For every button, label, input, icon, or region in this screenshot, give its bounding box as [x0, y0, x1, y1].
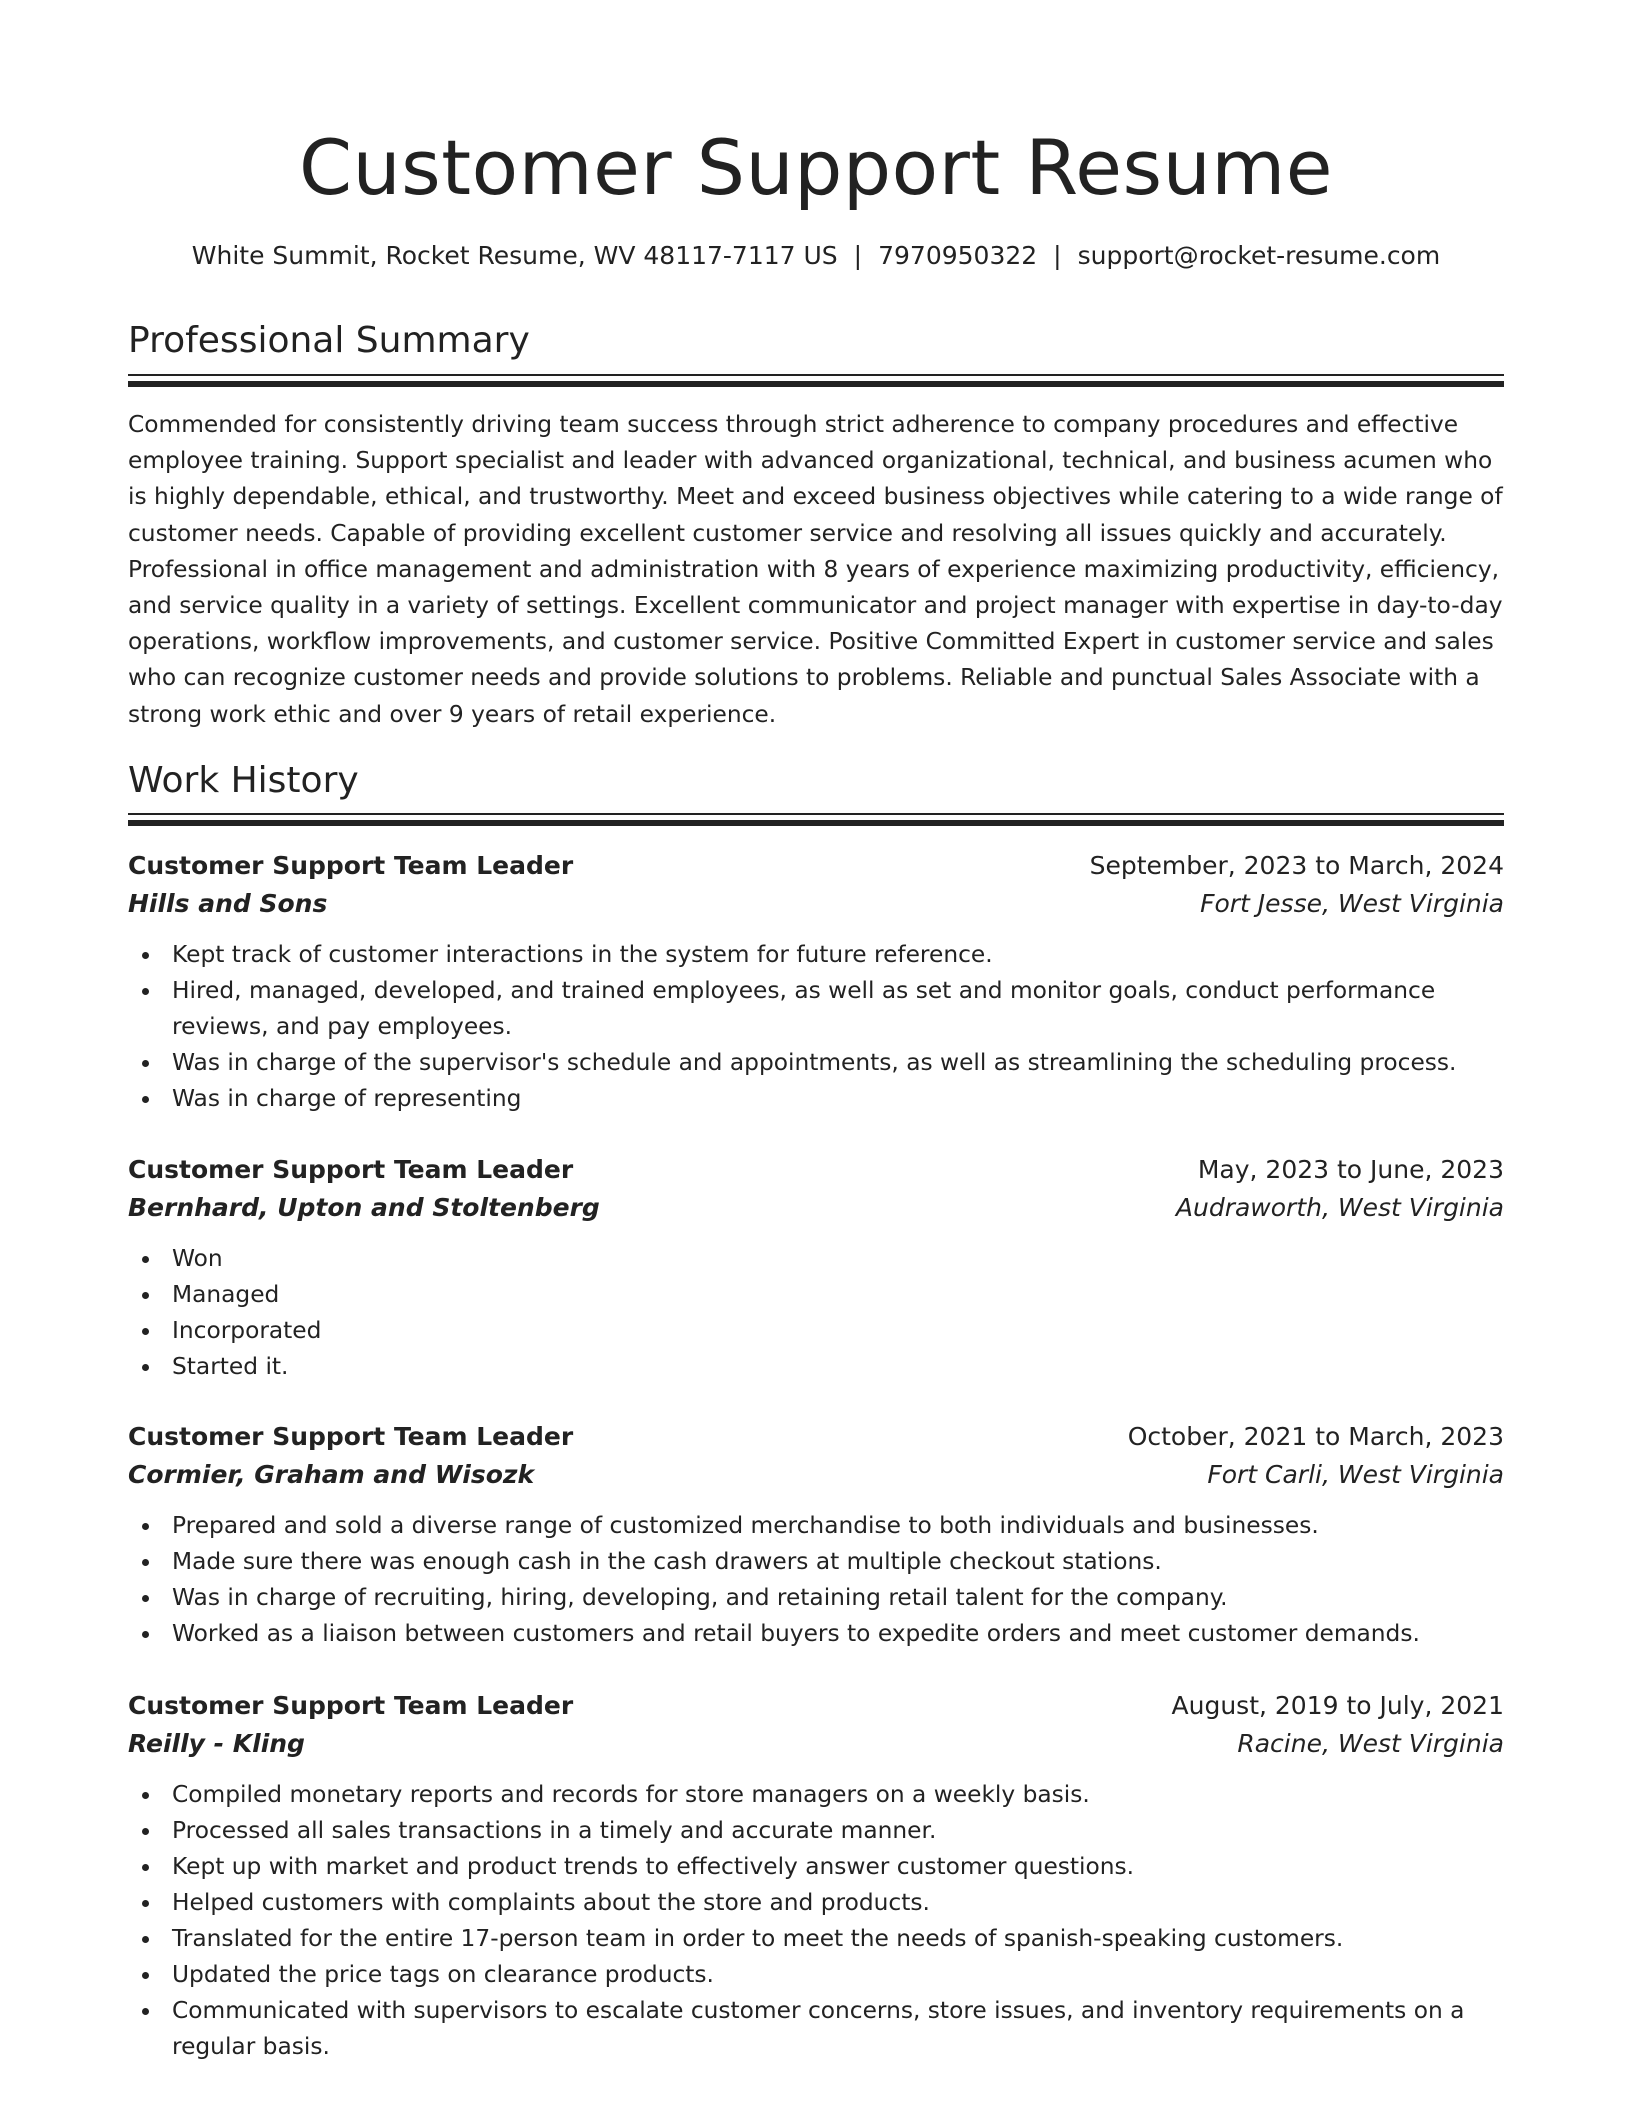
bullet-item: Kept track of customer interactions in the system for future reference. [128, 937, 1504, 973]
job-title: Customer Support Team Leader [128, 1691, 574, 1720]
bullet-item: Was in charge of the supervisor's schedule and appointments, as well as streamlining the scheduling process. [128, 1045, 1504, 1081]
job-subheader [128, 1456, 1504, 1494]
contact-separator: | [1053, 241, 1062, 270]
bullet-item: Translated for the entire 17-person team in order to meet the needs of spanish-speaking customers. [128, 1921, 1504, 1957]
job-bullets [128, 1241, 1504, 1385]
job-location: Audraworth, West Virginia [1175, 1193, 1504, 1222]
job-bullets [128, 1508, 1504, 1652]
bullet-item: Compiled monetary reports and records for store managers on a weekly basis. [128, 1777, 1504, 1813]
job-title: Customer Support Team Leader [128, 1422, 574, 1451]
job-location: Fort Carli, West Virginia [1207, 1460, 1504, 1489]
bullet-item: Prepared and sold a diverse range of customized merchandise to both individuals and businesses. [128, 1508, 1504, 1544]
contact-email: support@rocket-resume.com [1077, 241, 1441, 270]
job-dates: May, 2023 to June, 2023 [1197, 1155, 1504, 1184]
job-dates: September, 2023 to March, 2024 [1089, 851, 1504, 880]
job-header [128, 1687, 1504, 1725]
job-header [128, 1151, 1504, 1189]
bullet-item: Updated the price tags on clearance products. [128, 1957, 1504, 1993]
bullet-item: Was in charge of representing [128, 1081, 1504, 1117]
job-entry [128, 1151, 1504, 1385]
bullet-item: Started it. [128, 1349, 1504, 1385]
contact-address: White Summit, Rocket Resume, WV 48117-7117 US [191, 241, 838, 270]
job-header [128, 847, 1504, 885]
bullet-item: Won [128, 1241, 1504, 1277]
job-dates: August, 2019 to July, 2021 [1171, 1691, 1504, 1720]
job-subheader [128, 1189, 1504, 1227]
contact-line [128, 238, 1504, 274]
resume-title: Customer Support Resume [298, 123, 1334, 212]
work-history-heading: Work History [128, 760, 359, 801]
job-company: Bernhard, Upton and Stoltenberg [128, 1193, 600, 1222]
job-location: Fort Jesse, West Virginia [1200, 889, 1504, 918]
job-entry [128, 1687, 1504, 2065]
job-header [128, 1418, 1504, 1456]
bullet-item: Managed [128, 1277, 1504, 1313]
job-title: Customer Support Team Leader [128, 851, 574, 880]
contact-phone: 7970950322 [878, 241, 1038, 270]
contact-separator: | [853, 241, 863, 270]
bullet-item: Incorporated [128, 1313, 1504, 1349]
work-history-divider [128, 813, 1504, 826]
summary-heading: Professional Summary [128, 320, 530, 361]
job-subheader [128, 1725, 1504, 1763]
job-location: Racine, West Virginia [1237, 1729, 1504, 1758]
job-company: Hills and Sons [128, 889, 328, 918]
job-entry [128, 1418, 1504, 1652]
job-title: Customer Support Team Leader [128, 1155, 574, 1184]
bullet-item: Kept up with market and product trends to effectively answer customer questions. [128, 1849, 1504, 1885]
bullet-item: Processed all sales transactions in a timely and accurate manner. [128, 1813, 1504, 1849]
job-subheader [128, 885, 1504, 923]
bullet-item: Communicated with supervisors to escalate customer concerns, store issues, and inventory requirements on a regular basis. [128, 1993, 1504, 2065]
job-bullets [128, 937, 1504, 1117]
summary-text: Commended for consistently driving team success through strict adherence to company procedures and effective employee training. Support specialist and leader with advanced organizational, technical, and business acumen who is highly dependable, ethical, and trustworthy. Meet and exceed business objectives while catering to a wide range of customer needs. Capable of providing excellent customer service and resolving all issues quickly and accurately. Professional in office management and administration with 8 years of experience maximizing productivity, efficiency, and service quality in a variety of settings. Excellent communicator and project manager with expertise in day-to-day operations, workflow improvements, and customer service. Positive Committed Expert in customer service and sales who can recognize customer needs and provide solutions to problems. Reliable and punctual Sales Associate with a strong work ethic and over 9 years of retail experience. [128, 411, 1503, 728]
bullet-item: Worked as a liaison between customers and retail buyers to expedite orders and meet customer demands. [128, 1616, 1504, 1652]
bullet-item: Hired, managed, developed, and trained employees, as well as set and monitor goals, conduct performance reviews, and pay employees. [128, 973, 1504, 1045]
job-entry [128, 847, 1504, 1117]
job-company: Cormier, Graham and Wisozk [128, 1460, 535, 1489]
bullet-item: Helped customers with complaints about the store and products. [128, 1885, 1504, 1921]
bullet-item: Made sure there was enough cash in the cash drawers at multiple checkout stations. [128, 1544, 1504, 1580]
bullet-item: Was in charge of recruiting, hiring, developing, and retaining retail talent for the company. [128, 1580, 1504, 1616]
job-company: Reilly - Kling [128, 1729, 305, 1758]
job-bullets [128, 1777, 1504, 2065]
job-dates: October, 2021 to March, 2023 [1127, 1422, 1504, 1451]
summary-divider [128, 374, 1504, 387]
